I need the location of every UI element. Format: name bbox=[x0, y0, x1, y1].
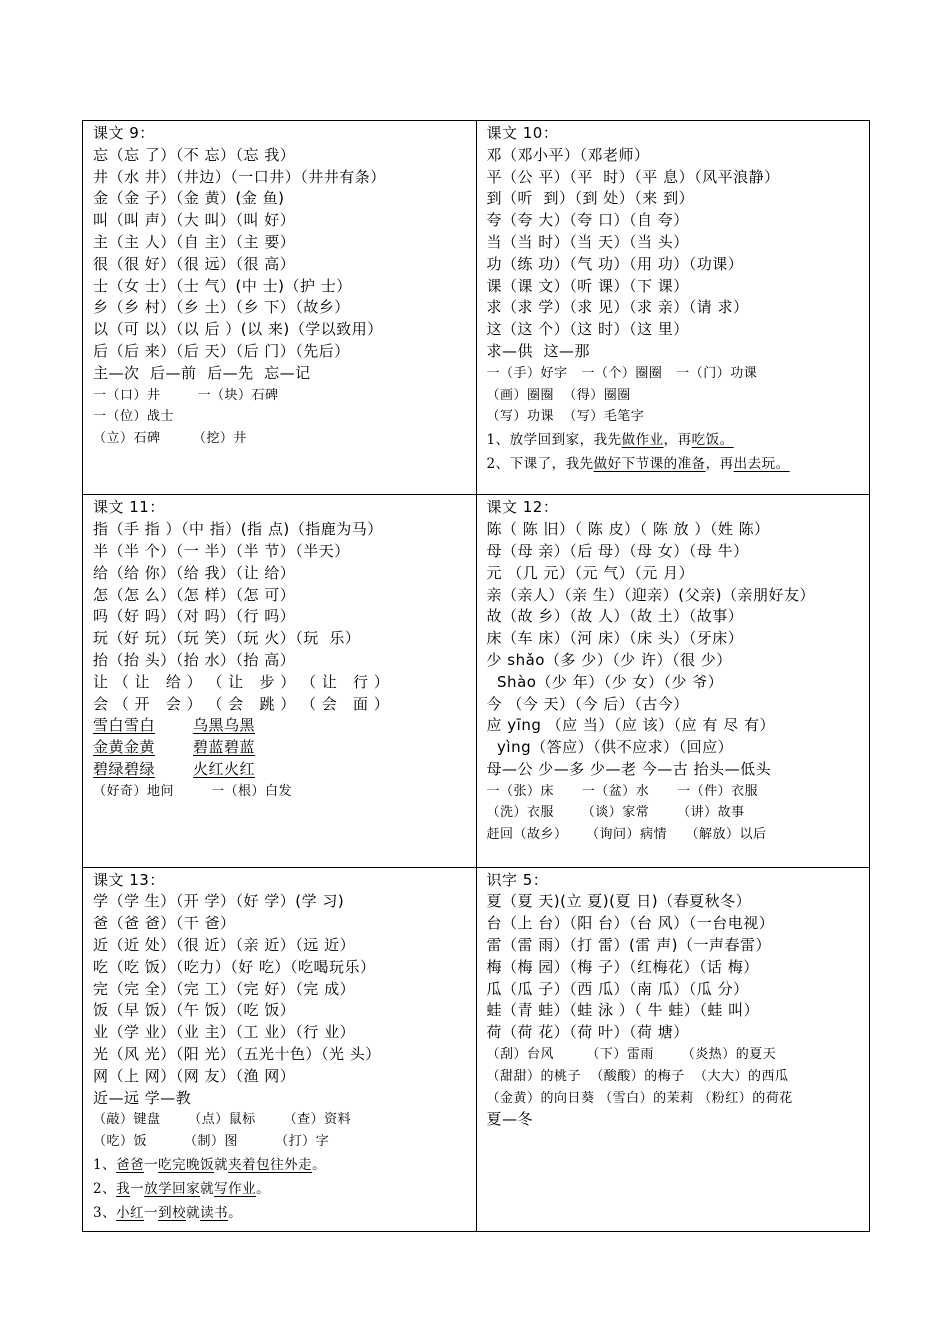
vocab-line: （洗）衣服 （谈）家常 （讲）故事 bbox=[486, 805, 745, 821]
reduplication-word: 乌黑乌黑 bbox=[193, 716, 256, 735]
underlined-phrase: 爸爸 bbox=[116, 1157, 145, 1174]
vocab-line: 饭（早 饭）（午 饭）（吃 饭） bbox=[93, 1001, 296, 1020]
vocab-line: （金黄）的向日葵 （雪白）的茉莉 （粉红）的荷花 bbox=[486, 1090, 793, 1106]
sentence-text: 一 bbox=[144, 1157, 159, 1174]
example-sentence bbox=[487, 452, 860, 476]
vocab-line: 求—供 这—那 bbox=[486, 341, 591, 360]
underlined-phrase: 夹着包往外走 bbox=[228, 1157, 313, 1174]
vocab-line: yìng（答应）（供不应求）（回应） bbox=[486, 738, 734, 757]
underlined-phrase: 做作业 bbox=[621, 432, 664, 449]
cell-title: 课文 13： bbox=[93, 870, 165, 889]
cell-lesson-11 bbox=[83, 495, 477, 867]
vocab-line: 学（学 生）（开 学）（好 学）(学 习) bbox=[93, 892, 345, 911]
sentence-text: 1、放学回到家，我先 bbox=[486, 432, 622, 449]
sentence-text: 1、 bbox=[93, 1157, 117, 1174]
reduplication-row bbox=[93, 737, 466, 759]
vocab-line: 给（给 你）（给 我）（让 给） bbox=[93, 563, 296, 582]
sentence-text: 。 bbox=[312, 1157, 327, 1174]
vocab-line: 怎（怎 么）（怎 样）（怎 可） bbox=[93, 585, 296, 604]
vocab-line: 业（学 业）（业 主）（工 业）（行 业） bbox=[93, 1023, 356, 1042]
vocab-line: 今 （今 天）（今 后）（古今） bbox=[486, 694, 689, 713]
sentence-text: 2、下课了，我先 bbox=[486, 456, 594, 473]
vocab-line: 玩（好 玩）（玩 笑）（玩 火）（玩 乐） bbox=[93, 629, 361, 648]
vocab-line: 平（公 平）（平 时）（平 息）（风平浪静） bbox=[486, 167, 780, 186]
vocab-line: 母（母 亲）（后 母）（母 女）（母 牛） bbox=[486, 541, 749, 560]
underlined-phrase: 出去玩。 bbox=[733, 456, 790, 473]
sentence-text: 2、 bbox=[93, 1181, 117, 1198]
sentence-text: 一 bbox=[130, 1181, 145, 1198]
vocab-line: 近—远 学—教 bbox=[93, 1088, 192, 1107]
reduplication-word: 碧绿碧绿 bbox=[93, 759, 156, 778]
cell-lesson-10 bbox=[476, 121, 870, 495]
underlined-phrase: 吃完晚饭 bbox=[158, 1157, 215, 1174]
reduplication-word: 雪白雪白 bbox=[93, 716, 156, 735]
vocab-line: （敲）键盘 （点）鼠标 （查）资料 bbox=[93, 1112, 352, 1128]
vocab-line: 半（半 个）（一 半）（半 节）（半天） bbox=[93, 541, 350, 560]
vocab-line: 士（女 士）（士 气）(中 士)（护 士） bbox=[93, 276, 352, 295]
vocab-line: 床（车 床）（河 床）（床 头）（牙床） bbox=[486, 629, 744, 648]
underlined-phrase: 写作业 bbox=[214, 1181, 257, 1198]
vocab-line: 当（当 时）（当 天）（当 头） bbox=[486, 232, 689, 251]
vocab-line: 到（听 到）（到 处）（来 到） bbox=[486, 189, 695, 208]
vocab-line: 爸（爸 爸）（干 爸） bbox=[93, 914, 236, 933]
vocab-line: 主—次 后—前 后—先 忘—记 bbox=[93, 363, 311, 382]
vocab-line: 这（这 个）（这 时）（这 里） bbox=[486, 320, 689, 339]
vocab-line: （立）石碑 （挖）井 bbox=[93, 431, 247, 447]
vocab-line: 台（上 台）（阳 台）（台 风）（一台电视） bbox=[486, 914, 775, 933]
vocab-line: 一（口）井 一（块）石碑 bbox=[93, 387, 279, 403]
vocab-line: 主（主 人）（自 主）（主 要） bbox=[93, 232, 296, 251]
example-sentence bbox=[93, 1177, 466, 1201]
vocab-line: 后（后 来）（后 天）（后 门）（先后） bbox=[93, 341, 350, 360]
cell-title: 课文 11： bbox=[93, 498, 165, 517]
vocab-line: 蛙（青 蛙）（蛙 泳 ）（ 牛 蛙）（蛙 叫） bbox=[486, 1001, 760, 1020]
underlined-phrase: 到校 bbox=[158, 1205, 187, 1222]
vocab-line: 光（风 光）（阳 光）（五光十色）（光 头） bbox=[93, 1045, 381, 1064]
vocab-line: 雷（雷 雨）（打 雷）(雷 声)（一声春雷） bbox=[486, 936, 772, 955]
example-sentence bbox=[487, 428, 860, 452]
sentence-text: 3、 bbox=[93, 1205, 117, 1222]
sentence-text: 就 bbox=[186, 1205, 201, 1222]
vocab-line: 夏—冬 bbox=[486, 1110, 534, 1129]
vocab-line: 指（手 指 ）（中 指）(指 点)（指鹿为马） bbox=[93, 520, 383, 539]
sentence-text: ，再 bbox=[663, 432, 692, 449]
vocab-line: 很（很 好）（很 远）（很 高） bbox=[93, 254, 296, 273]
vocab-line: 课（课 文）（听 课）（下 课） bbox=[486, 276, 689, 295]
vocab-line: （好奇）地问 一（根）白发 bbox=[93, 783, 293, 799]
vocab-line: 应 yīng （应 当）（应 该）（应 有 尽 有） bbox=[486, 716, 775, 735]
vocab-line: 少 shǎo（多 少）（少 许）（很 少） bbox=[486, 650, 732, 669]
vocab-line: 故（故 乡）（故 人）（故 土）（故事） bbox=[486, 607, 744, 626]
vocab-line: （写）功课 （写）毛笔字 bbox=[486, 409, 645, 425]
vocab-line: 以（可 以）（以 后 ）(以 来)（学以致用） bbox=[93, 320, 383, 339]
vocab-line: 网（上 网）（网 友）（渔 网） bbox=[93, 1066, 296, 1085]
vocab-line: 元 （几 元）（元 气）（元 月） bbox=[486, 563, 695, 582]
vocab-line: 吃（吃 饭）（吃力）（好 吃）（吃喝玩乐） bbox=[93, 957, 376, 976]
sentence-text: 。 bbox=[256, 1181, 271, 1198]
vocab-line: 金（金 子）（金 黄）(金 鱼) bbox=[93, 189, 285, 208]
cell-title: 课文 12： bbox=[486, 498, 559, 517]
vocab-line: 陈（ 陈 旧）（ 陈 皮）（ 陈 放 ）（姓 陈） bbox=[486, 520, 770, 539]
vocab-line: Shào（少 年）（少 女）（少 爷） bbox=[486, 672, 724, 691]
cell-title: 课文 9： bbox=[93, 124, 155, 142]
sentence-text: 就 bbox=[200, 1181, 215, 1198]
vocab-line: 完（完 全）（完 工）（完 好）（完 成） bbox=[93, 979, 356, 998]
cell-lesson-13 bbox=[83, 867, 477, 1231]
vocab-line: 邓（邓小平）（邓老师） bbox=[486, 145, 650, 164]
underlined-phrase: 读书 bbox=[200, 1205, 229, 1222]
cell-title: 课文 10： bbox=[486, 124, 559, 142]
vocab-line: 近（近 处）（很 近）（亲 近）（远 近） bbox=[93, 936, 356, 955]
reduplication-row bbox=[93, 759, 466, 781]
vocab-line: （刮）台风 （下）雷雨 （炎热）的夏天 bbox=[486, 1047, 777, 1063]
vocab-line: 忘（忘 了）（不 忘）（忘 我） bbox=[93, 145, 296, 164]
vocab-line: 赶回（故乡） （询问）病情 （解放）以后 bbox=[486, 827, 767, 843]
vocab-line: 功（练 功）（气 功）（用 功）（功课） bbox=[486, 254, 744, 273]
vocab-line: （吃）饭 （制）图 （打）字 bbox=[93, 1134, 330, 1150]
reduplication-row bbox=[93, 715, 466, 737]
vocab-line: 夸（夸 大）（夸 口）（自 夸） bbox=[486, 211, 689, 230]
vocab-line: 抬（抬 头）（抬 水）（抬 高） bbox=[93, 650, 296, 669]
cell-lesson-12 bbox=[476, 495, 870, 867]
underlined-phrase: 小红 bbox=[116, 1205, 145, 1222]
sentence-text: 。 bbox=[228, 1205, 243, 1222]
example-sentence bbox=[93, 1153, 466, 1177]
vocab-line: 井（水 井）（井边）（一口井）（井井有条） bbox=[93, 167, 386, 186]
reduplication-word: 火红火红 bbox=[193, 759, 256, 778]
vocab-line: 亲（亲人）（亲 生）（迎亲）(父亲)（亲朋好友） bbox=[486, 585, 815, 604]
vocab-line: 乡（乡 村）（乡 土）（乡 下）（故乡） bbox=[93, 298, 350, 317]
vocab-line: 一（张）床 一（盆）水 一（件）衣服 bbox=[486, 783, 759, 799]
cell-title: 识字 5： bbox=[486, 870, 549, 889]
worksheet-table bbox=[82, 120, 870, 1232]
vocab-line: 母—公 少—多 少—老 今—古 抬头—低头 bbox=[486, 759, 772, 778]
vocab-line: 瓜（瓜 子）（西 瓜）（南 瓜）（瓜 分） bbox=[486, 979, 749, 998]
cell-lesson-9 bbox=[83, 121, 477, 495]
vocab-line: 一（手）好字 一（个）圈圈 一（门）功课 bbox=[486, 365, 758, 381]
cell-literacy-5 bbox=[476, 867, 870, 1231]
vocab-line: 叫（叫 声）（大 叫）（叫 好） bbox=[93, 211, 296, 230]
vocab-line: 夏（夏 天)(立 夏)(夏 日)（春夏秋冬） bbox=[486, 892, 752, 911]
vocab-line: 梅（梅 园）（梅 子）（红梅花）（话 梅） bbox=[486, 957, 759, 976]
sentence-text: ，再 bbox=[705, 456, 734, 473]
reduplication-word: 碧蓝碧蓝 bbox=[193, 738, 256, 757]
vocab-line: 会 （ 开 会 ） （ 会 跳 ） （ 会 面 ） bbox=[93, 694, 390, 713]
vocab-line: 一（位）战士 bbox=[93, 409, 175, 425]
underlined-phrase: 吃饭。 bbox=[691, 432, 734, 449]
reduplication-word: 金黄金黄 bbox=[93, 738, 156, 757]
vocab-line: 吗（好 吗）（对 吗）（行 吗） bbox=[93, 607, 296, 626]
vocab-line: （画）圈圈 （得）圈圈 bbox=[486, 387, 631, 403]
vocab-line: 让 （ 让 给 ） （ 让 步 ） （ 让 行 ） bbox=[93, 672, 390, 691]
vocab-line: 荷（荷 花）（荷 叶）（荷 塘） bbox=[486, 1023, 689, 1042]
underlined-phrase: 放学回家 bbox=[144, 1181, 201, 1198]
sentence-text: 一 bbox=[144, 1205, 159, 1222]
example-sentence bbox=[93, 1201, 466, 1225]
vocab-line: 求（求 学）（求 见）（求 亲）（请 求） bbox=[486, 298, 749, 317]
underlined-phrase: 我 bbox=[116, 1181, 131, 1198]
underlined-phrase: 做好下节课的准备 bbox=[593, 456, 706, 473]
sentence-text: 就 bbox=[214, 1157, 229, 1174]
vocab-line: （甜甜）的桃子 （酸酸）的梅子 （大大）的西瓜 bbox=[486, 1068, 789, 1084]
